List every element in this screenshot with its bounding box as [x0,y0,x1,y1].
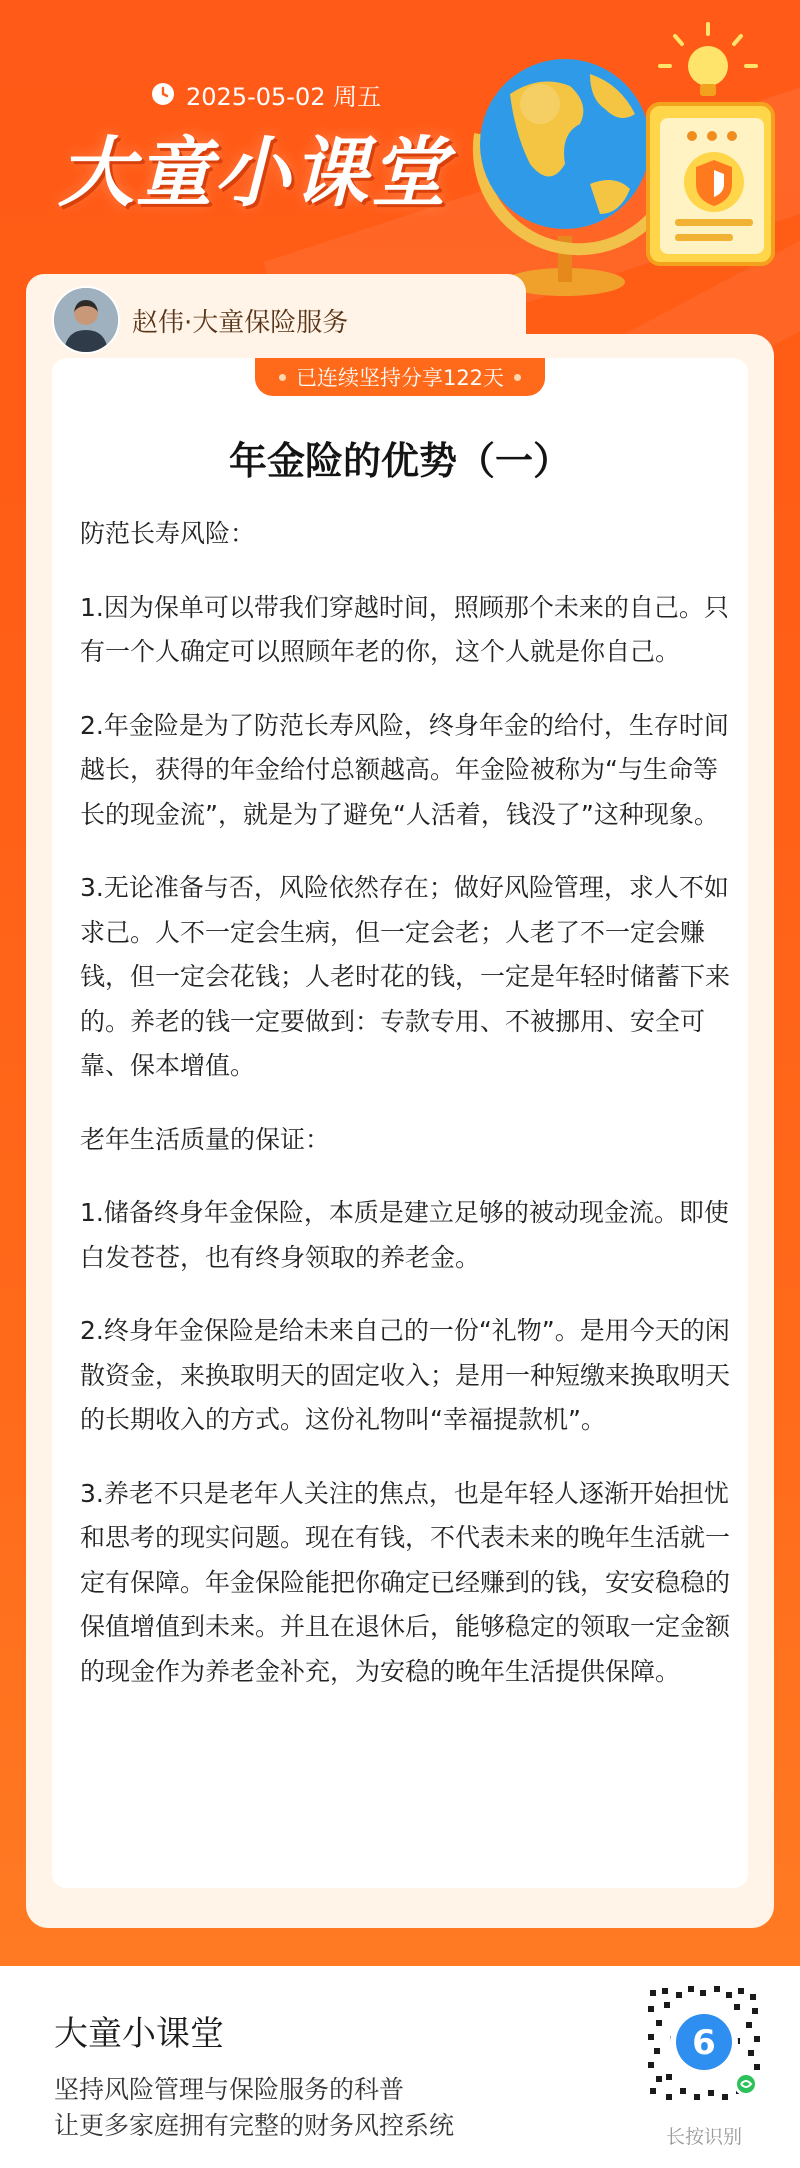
svg-text:6: 6 [692,2023,716,2063]
article-paragraph: 1.因为保单可以带我们穿越时间，照顾那个未来的自己。只有一个人确定可以照顾年老的你，这个人就是你自己。 [80,592,729,666]
person-silhouette-icon [54,288,118,352]
qr-code[interactable] [642,1980,766,2104]
date-text: 2025-05-02 周五 [186,82,382,111]
footer-slogan: 坚持风险管理与保险服务的科普 [54,2075,405,2104]
author-name: 赵伟·大童保险服务 [132,308,349,338]
article-paragraph: 老年生活质量的保证： [80,1124,331,1154]
article-paragraph: 防范长寿风险： [80,519,256,548]
article-paragraph: 3.无论准备与否，风险依然存在；做好风险管理，求人不如求己。人不一定会生病，但一定会老；人老了不一定会赚钱，但一定会花钱；人老时花的钱，一定是年轻时储蓄下来的。养老的钱一定要做到：专款专用、不被挪用、安全可靠、保本增值。 [80,873,731,1080]
streak-badge [255,358,545,396]
qr-caption: 长按识别 [665,2126,742,2148]
globe-illustration [470,14,800,314]
lightbulb-icon [660,24,756,96]
footer-slogan: 让更多家庭拥有完整的财务风控系统 [54,2111,455,2140]
decor-dot [514,374,521,381]
avatar [52,286,120,354]
article-paragraph: 2.终身年金保险是给未来自己的一份“礼物”。是用今天的闲散资金，来换取明天的固定收入；是用一种短缴来换取明天的长期收入的方式。这份礼物叫“幸福提款机”。 [80,1316,731,1434]
article-title: 年金险的优势（一） [228,439,571,483]
article-paragraph: 2.年金险是为了防范长寿风险，终身年金的给付，生存时间越长，获得的年金给付总额越高。年金险被称为“与生命等长的现金流”，就是为了避免“人活着，钱没了”这种现象。 [80,710,729,829]
mini-program-icon [734,2072,758,2096]
footer-title: 大童小课堂 [54,2014,224,2054]
article-paragraph: 1.储备终身年金保险，本质是建立足够的被动现金流。即使白发苍苍，也有终身领取的养老金。 [80,1198,729,1272]
clock-icon [150,81,176,107]
shield-book-illustration [648,104,773,264]
article-paragraph: 3.养老不只是老年人关注的焦点，也是年轻人逐渐开始担忧和思考的现实问题。现在有钱，不代表未来的晚年生活就一定有保障。年金保险能把你确定已经赚到的钱，安安稳稳的保值增值到未来。并且在退休后，能够稳定的领取一定金额的现金作为养老金补充，为安稳的晚年生活提供保障。 [80,1478,731,1686]
decor-dot [279,374,286,381]
streak-text: 已连续坚持分享122天 [295,366,505,390]
brand-title: 大童小课堂 [58,128,448,217]
date-row [150,78,381,110]
article-content [80,512,730,1723]
